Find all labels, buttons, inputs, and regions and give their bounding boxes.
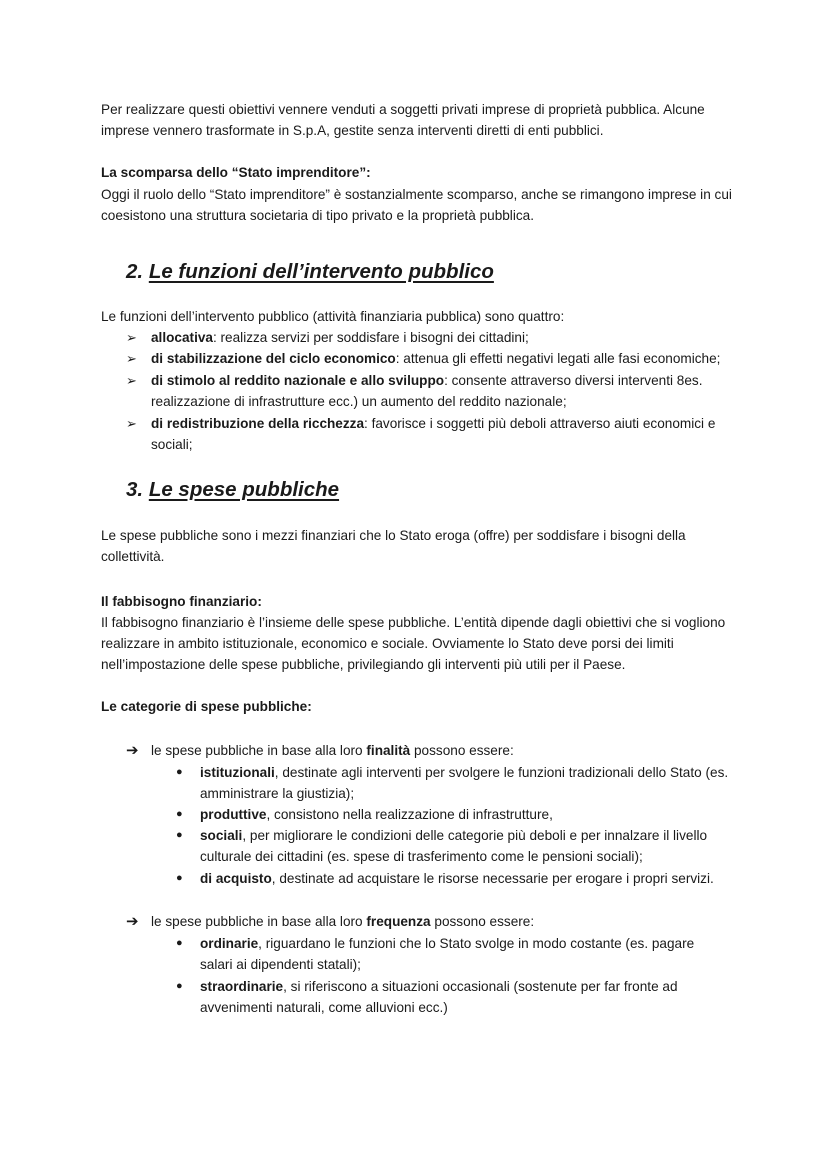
stato-heading: La scomparsa dello “Stato imprenditore”: bbox=[101, 165, 371, 180]
stato-paragraph: Oggi il ruolo dello “Stato imprenditore” è sostanzialmente scomparso, anche se rimangono imprese in cui coesistono una struttura societaria di tipo privato e la proprietà pubblica. bbox=[101, 187, 732, 223]
bullet-dot-icon: ● bbox=[176, 808, 183, 820]
list-item: di stabilizzazione del ciclo economico: attenua gli effetti negativi legati alle fasi economiche; bbox=[151, 351, 721, 366]
section3-heading bbox=[126, 477, 339, 503]
arrowhead-bullet-icon: ➢ bbox=[126, 416, 137, 431]
arrowhead-bullet-icon: ➢ bbox=[126, 373, 137, 388]
list-item: allocativa: realizza servizi per soddisfare i bisogni dei cittadini; bbox=[151, 330, 529, 345]
section2-intro: Le funzioni dell’intervento pubblico (attività finanziaria pubblica) sono quattro: bbox=[101, 309, 565, 324]
bullet-dot-icon: ● bbox=[176, 980, 183, 992]
categorie-heading: Le categorie di spese pubbliche: bbox=[101, 699, 312, 714]
arrowhead-bullet-icon: ➢ bbox=[126, 351, 137, 366]
bullet-dot-icon: ● bbox=[176, 766, 183, 778]
list-item: istituzionali, destinate agli interventi per svolgere le funzioni tradizionali dello Stato (es. amministrare la giustizia); bbox=[200, 765, 729, 801]
arrowhead-bullet-icon: ➢ bbox=[126, 330, 137, 345]
list-item: sociali, per migliorare le condizioni delle categorie più deboli e per innalzare il livello culturale dei cittadini (es. spese di trasferimento come le pensioni sociali); bbox=[200, 828, 708, 864]
section3-number: 3. bbox=[126, 478, 144, 501]
bullet-dot-icon: ● bbox=[176, 829, 183, 841]
section3-title: Le spese pubbliche bbox=[148, 478, 340, 501]
section2-title: Le funzioni dell’intervento pubblico bbox=[148, 260, 494, 283]
list-item: di acquisto, destinate ad acquistare le risorse necessarie per erogare i propri servizi. bbox=[200, 871, 714, 886]
list-item: di stimolo al reddito nazionale e allo sviluppo: consente attraverso diversi interventi 8es. realizzazione di infrastrutture ecc.) un aumento del reddito nazionale; bbox=[151, 373, 703, 409]
section3-intro: Le spese pubbliche sono i mezzi finanziari che lo Stato eroga (offre) per soddisfare i bisogni della collettività. bbox=[101, 528, 686, 564]
fabbisogno-paragraph: Il fabbisogno finanziario è l’insieme delle spese pubbliche. L’entità dipende dagli obiettivi che si vogliono realizzare in ambito istituzionale, economico e sociale. Ovviamente lo Stato deve porsi dei limiti nell’impostazione delle spese pubbliche, privilegiando gli interventi più utili per il Paese. bbox=[101, 615, 726, 672]
finalita-intro: le spese pubbliche in base alla loro finalità possono essere: bbox=[151, 743, 514, 758]
arrow-right-icon: ➔ bbox=[126, 742, 139, 759]
bullet-dot-icon: ● bbox=[176, 872, 183, 884]
fabbisogno-heading: Il fabbisogno finanziario: bbox=[101, 594, 262, 609]
bullet-dot-icon: ● bbox=[176, 937, 183, 949]
intro-paragraph: Per realizzare questi obiettivi vennere venduti a soggetti privati imprese di proprietà pubblica. Alcune imprese vennero trasformate in S.p.A, gestite senza interventi diretti di enti pubblici. bbox=[101, 102, 705, 138]
list-item: straordinarie, si riferiscono a situazioni occasionali (sostenute per far fronte ad avvenimenti naturali, come alluvioni ecc.) bbox=[200, 979, 678, 1015]
section2-number: 2. bbox=[126, 260, 144, 283]
section2-heading bbox=[126, 259, 494, 285]
list-item: di redistribuzione della ricchezza: favorisce i soggetti più deboli attraverso aiuti economici e sociali; bbox=[151, 416, 716, 452]
list-item: produttive, consistono nella realizzazione di infrastrutture, bbox=[200, 807, 553, 822]
arrow-right-icon: ➔ bbox=[126, 913, 139, 930]
frequenza-intro: le spese pubbliche in base alla loro frequenza possono essere: bbox=[151, 914, 535, 929]
list-item: ordinarie, riguardano le funzioni che lo Stato svolge in modo costante (es. pagare salari ai dipendenti statali); bbox=[200, 936, 695, 972]
